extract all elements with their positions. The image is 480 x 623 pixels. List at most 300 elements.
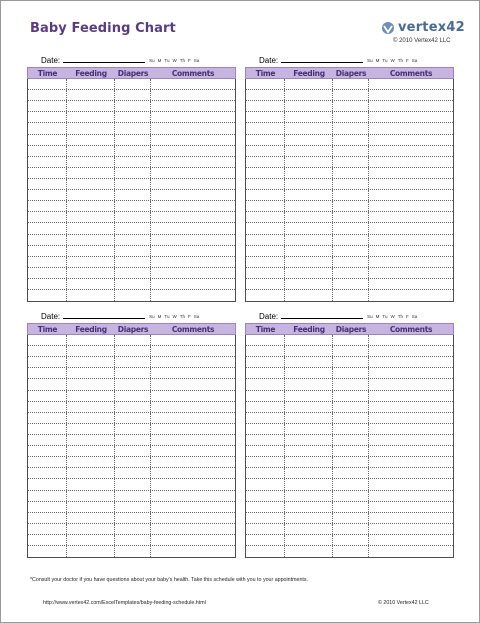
log-cell[interactable] xyxy=(28,146,67,156)
log-cell[interactable] xyxy=(333,468,369,478)
log-cell[interactable] xyxy=(246,268,285,278)
log-cell[interactable] xyxy=(151,135,235,145)
log-cell[interactable] xyxy=(285,179,333,189)
log-cell[interactable] xyxy=(246,368,285,378)
log-cell[interactable] xyxy=(67,379,115,389)
day-w[interactable]: W xyxy=(390,58,395,63)
log-cell[interactable] xyxy=(333,257,369,267)
log-cell[interactable] xyxy=(115,391,151,401)
log-cell[interactable] xyxy=(67,391,115,401)
log-cell[interactable] xyxy=(369,179,453,189)
log-cell[interactable] xyxy=(246,357,285,367)
log-cell[interactable] xyxy=(285,335,333,345)
log-cell[interactable] xyxy=(285,513,333,523)
log-cell[interactable] xyxy=(285,368,333,378)
log-cell[interactable] xyxy=(246,535,285,545)
log-cell[interactable] xyxy=(369,335,453,345)
day-f[interactable]: F xyxy=(188,58,191,63)
log-cell[interactable] xyxy=(67,357,115,367)
log-cell[interactable] xyxy=(115,290,151,301)
log-cell[interactable] xyxy=(67,179,115,189)
log-cell[interactable] xyxy=(333,212,369,222)
log-cell[interactable] xyxy=(369,546,453,557)
log-cell[interactable] xyxy=(151,268,235,278)
log-cell[interactable] xyxy=(333,513,369,523)
log-cell[interactable] xyxy=(28,112,67,122)
log-cell[interactable] xyxy=(151,235,235,245)
log-cell[interactable] xyxy=(246,257,285,267)
log-cell[interactable] xyxy=(115,468,151,478)
log-cell[interactable] xyxy=(115,123,151,133)
log-cell[interactable] xyxy=(115,279,151,289)
day-th[interactable]: Th xyxy=(179,58,185,63)
log-cell[interactable] xyxy=(285,123,333,133)
log-cell[interactable] xyxy=(151,357,235,367)
day-f[interactable]: F xyxy=(406,58,409,63)
log-cell[interactable] xyxy=(67,135,115,145)
log-cell[interactable] xyxy=(151,168,235,178)
log-cell[interactable] xyxy=(151,535,235,545)
log-cell[interactable] xyxy=(67,368,115,378)
log-cell[interactable] xyxy=(246,90,285,100)
log-cell[interactable] xyxy=(151,491,235,501)
log-cell[interactable] xyxy=(333,413,369,423)
log-cell[interactable] xyxy=(28,402,67,412)
log-cell[interactable] xyxy=(28,357,67,367)
day-w[interactable]: W xyxy=(172,314,177,319)
log-cell[interactable] xyxy=(285,491,333,501)
day-m[interactable]: M xyxy=(157,314,162,319)
log-cell[interactable] xyxy=(333,346,369,356)
log-cell[interactable] xyxy=(67,290,115,301)
log-cell[interactable] xyxy=(67,79,115,89)
log-cell[interactable] xyxy=(369,402,453,412)
log-cell[interactable] xyxy=(246,246,285,256)
log-cell[interactable] xyxy=(28,101,67,111)
log-cell[interactable] xyxy=(67,279,115,289)
log-cell[interactable] xyxy=(151,157,235,167)
log-cell[interactable] xyxy=(333,402,369,412)
log-cell[interactable] xyxy=(28,135,67,145)
log-cell[interactable] xyxy=(115,535,151,545)
log-cell[interactable] xyxy=(67,446,115,456)
log-cell[interactable] xyxy=(67,413,115,423)
log-cell[interactable] xyxy=(246,79,285,89)
log-cell[interactable] xyxy=(246,435,285,445)
log-cell[interactable] xyxy=(115,491,151,501)
log-cell[interactable] xyxy=(285,424,333,434)
log-cell[interactable] xyxy=(115,479,151,489)
log-cell[interactable] xyxy=(28,491,67,501)
log-cell[interactable] xyxy=(285,190,333,200)
log-cell[interactable] xyxy=(369,223,453,233)
log-cell[interactable] xyxy=(369,190,453,200)
log-cell[interactable] xyxy=(333,290,369,301)
log-cell[interactable] xyxy=(28,479,67,489)
log-cell[interactable] xyxy=(151,146,235,156)
log-cell[interactable] xyxy=(28,223,67,233)
log-cell[interactable] xyxy=(67,335,115,345)
log-cell[interactable] xyxy=(115,235,151,245)
log-cell[interactable] xyxy=(246,190,285,200)
log-cell[interactable] xyxy=(369,101,453,111)
log-cell[interactable] xyxy=(67,190,115,200)
log-cell[interactable] xyxy=(369,235,453,245)
log-cell[interactable] xyxy=(28,212,67,222)
log-cell[interactable] xyxy=(333,424,369,434)
log-cell[interactable] xyxy=(333,479,369,489)
log-cell[interactable] xyxy=(151,468,235,478)
log-cell[interactable] xyxy=(285,535,333,545)
log-cell[interactable] xyxy=(246,479,285,489)
log-cell[interactable] xyxy=(333,435,369,445)
log-cell[interactable] xyxy=(67,212,115,222)
log-cell[interactable] xyxy=(285,146,333,156)
log-cell[interactable] xyxy=(246,402,285,412)
date-field[interactable] xyxy=(63,308,145,319)
log-cell[interactable] xyxy=(115,212,151,222)
log-cell[interactable] xyxy=(333,168,369,178)
log-cell[interactable] xyxy=(67,524,115,534)
log-cell[interactable] xyxy=(67,346,115,356)
log-cell[interactable] xyxy=(369,201,453,211)
log-cell[interactable] xyxy=(67,502,115,512)
log-cell[interactable] xyxy=(285,346,333,356)
log-cell[interactable] xyxy=(151,246,235,256)
log-cell[interactable] xyxy=(246,235,285,245)
log-cell[interactable] xyxy=(246,179,285,189)
log-cell[interactable] xyxy=(67,257,115,267)
log-cell[interactable] xyxy=(28,335,67,345)
log-cell[interactable] xyxy=(333,535,369,545)
day-sa[interactable]: Sa xyxy=(411,314,418,319)
log-cell[interactable] xyxy=(28,435,67,445)
log-cell[interactable] xyxy=(246,346,285,356)
log-cell[interactable] xyxy=(333,268,369,278)
log-cell[interactable] xyxy=(285,435,333,445)
log-cell[interactable] xyxy=(151,346,235,356)
day-tu[interactable]: Tu xyxy=(164,314,170,319)
log-cell[interactable] xyxy=(333,146,369,156)
log-cell[interactable] xyxy=(151,223,235,233)
log-cell[interactable] xyxy=(285,290,333,301)
log-cell[interactable] xyxy=(28,457,67,467)
log-cell[interactable] xyxy=(151,190,235,200)
log-cell[interactable] xyxy=(28,424,67,434)
log-cell[interactable] xyxy=(115,413,151,423)
log-cell[interactable] xyxy=(115,524,151,534)
log-cell[interactable] xyxy=(285,112,333,122)
log-cell[interactable] xyxy=(246,379,285,389)
log-cell[interactable] xyxy=(151,212,235,222)
log-cell[interactable] xyxy=(333,357,369,367)
log-cell[interactable] xyxy=(115,101,151,111)
log-cell[interactable] xyxy=(246,212,285,222)
log-cell[interactable] xyxy=(369,79,453,89)
log-cell[interactable] xyxy=(285,524,333,534)
log-cell[interactable] xyxy=(28,379,67,389)
log-cell[interactable] xyxy=(28,268,67,278)
day-tu[interactable]: Tu xyxy=(382,58,388,63)
log-cell[interactable] xyxy=(67,457,115,467)
log-cell[interactable] xyxy=(369,112,453,122)
log-cell[interactable] xyxy=(369,157,453,167)
day-th[interactable]: Th xyxy=(179,314,185,319)
log-cell[interactable] xyxy=(115,179,151,189)
log-cell[interactable] xyxy=(369,491,453,501)
log-cell[interactable] xyxy=(246,101,285,111)
log-cell[interactable] xyxy=(246,146,285,156)
log-cell[interactable] xyxy=(115,435,151,445)
log-cell[interactable] xyxy=(28,413,67,423)
log-cell[interactable] xyxy=(369,391,453,401)
log-cell[interactable] xyxy=(369,457,453,467)
log-cell[interactable] xyxy=(28,257,67,267)
log-cell[interactable] xyxy=(246,168,285,178)
log-cell[interactable] xyxy=(28,79,67,89)
log-cell[interactable] xyxy=(115,112,151,122)
log-cell[interactable] xyxy=(369,535,453,545)
log-cell[interactable] xyxy=(333,123,369,133)
log-cell[interactable] xyxy=(67,468,115,478)
day-sa[interactable]: Sa xyxy=(193,58,200,63)
log-cell[interactable] xyxy=(151,112,235,122)
date-field[interactable] xyxy=(281,308,363,319)
log-cell[interactable] xyxy=(246,546,285,557)
log-cell[interactable] xyxy=(285,391,333,401)
log-cell[interactable] xyxy=(333,235,369,245)
log-cell[interactable] xyxy=(369,257,453,267)
log-cell[interactable] xyxy=(333,201,369,211)
log-cell[interactable] xyxy=(369,413,453,423)
log-cell[interactable] xyxy=(115,268,151,278)
log-cell[interactable] xyxy=(369,524,453,534)
day-w[interactable]: W xyxy=(390,314,395,319)
log-cell[interactable] xyxy=(369,168,453,178)
log-cell[interactable] xyxy=(369,135,453,145)
log-cell[interactable] xyxy=(285,268,333,278)
log-cell[interactable] xyxy=(333,90,369,100)
log-cell[interactable] xyxy=(246,112,285,122)
log-cell[interactable] xyxy=(369,357,453,367)
log-cell[interactable] xyxy=(369,279,453,289)
log-cell[interactable] xyxy=(285,101,333,111)
log-cell[interactable] xyxy=(151,424,235,434)
log-cell[interactable] xyxy=(285,79,333,89)
log-cell[interactable] xyxy=(151,379,235,389)
log-cell[interactable] xyxy=(67,546,115,557)
log-cell[interactable] xyxy=(28,290,67,301)
log-cell[interactable] xyxy=(246,391,285,401)
log-cell[interactable] xyxy=(285,502,333,512)
log-cell[interactable] xyxy=(246,157,285,167)
log-cell[interactable] xyxy=(285,168,333,178)
log-cell[interactable] xyxy=(67,201,115,211)
log-cell[interactable] xyxy=(28,168,67,178)
log-cell[interactable] xyxy=(333,112,369,122)
log-cell[interactable] xyxy=(369,502,453,512)
day-tu[interactable]: Tu xyxy=(382,314,388,319)
log-cell[interactable] xyxy=(28,391,67,401)
log-cell[interactable] xyxy=(333,101,369,111)
log-cell[interactable] xyxy=(67,90,115,100)
log-cell[interactable] xyxy=(246,123,285,133)
day-sa[interactable]: Sa xyxy=(411,58,418,63)
log-cell[interactable] xyxy=(28,346,67,356)
log-cell[interactable] xyxy=(151,179,235,189)
log-cell[interactable] xyxy=(246,491,285,501)
log-cell[interactable] xyxy=(67,535,115,545)
log-cell[interactable] xyxy=(151,513,235,523)
log-cell[interactable] xyxy=(285,223,333,233)
log-cell[interactable] xyxy=(151,402,235,412)
log-cell[interactable] xyxy=(67,435,115,445)
log-cell[interactable] xyxy=(246,524,285,534)
log-cell[interactable] xyxy=(333,379,369,389)
log-cell[interactable] xyxy=(285,212,333,222)
log-cell[interactable] xyxy=(28,179,67,189)
log-cell[interactable] xyxy=(333,491,369,501)
log-cell[interactable] xyxy=(285,546,333,557)
log-cell[interactable] xyxy=(333,246,369,256)
log-cell[interactable] xyxy=(28,279,67,289)
log-cell[interactable] xyxy=(285,468,333,478)
log-cell[interactable] xyxy=(285,90,333,100)
day-su[interactable]: Su xyxy=(367,58,373,63)
day-tu[interactable]: Tu xyxy=(164,58,170,63)
log-cell[interactable] xyxy=(115,79,151,89)
log-cell[interactable] xyxy=(285,479,333,489)
log-cell[interactable] xyxy=(151,368,235,378)
log-cell[interactable] xyxy=(115,201,151,211)
log-cell[interactable] xyxy=(151,101,235,111)
log-cell[interactable] xyxy=(333,157,369,167)
day-m[interactable]: M xyxy=(157,58,162,63)
log-cell[interactable] xyxy=(285,157,333,167)
log-cell[interactable] xyxy=(369,246,453,256)
day-su[interactable]: Su xyxy=(149,58,155,63)
log-cell[interactable] xyxy=(369,479,453,489)
day-su[interactable]: Su xyxy=(149,314,155,319)
log-cell[interactable] xyxy=(28,513,67,523)
log-cell[interactable] xyxy=(67,424,115,434)
log-cell[interactable] xyxy=(28,201,67,211)
day-th[interactable]: Th xyxy=(397,314,403,319)
log-cell[interactable] xyxy=(151,524,235,534)
log-cell[interactable] xyxy=(67,123,115,133)
log-cell[interactable] xyxy=(246,446,285,456)
log-cell[interactable] xyxy=(333,524,369,534)
log-cell[interactable] xyxy=(28,157,67,167)
log-cell[interactable] xyxy=(115,368,151,378)
log-cell[interactable] xyxy=(67,168,115,178)
log-cell[interactable] xyxy=(67,402,115,412)
log-cell[interactable] xyxy=(28,524,67,534)
log-cell[interactable] xyxy=(28,446,67,456)
log-cell[interactable] xyxy=(115,457,151,467)
log-cell[interactable] xyxy=(115,513,151,523)
log-cell[interactable] xyxy=(333,179,369,189)
log-cell[interactable] xyxy=(67,479,115,489)
log-cell[interactable] xyxy=(67,268,115,278)
footer-url-link[interactable]: http://www.vertex42.com/ExcelTemplates/baby-feeding-schedule.html xyxy=(43,600,206,606)
log-cell[interactable] xyxy=(369,435,453,445)
log-cell[interactable] xyxy=(246,413,285,423)
log-cell[interactable] xyxy=(28,468,67,478)
log-cell[interactable] xyxy=(246,290,285,301)
log-cell[interactable] xyxy=(246,201,285,211)
log-cell[interactable] xyxy=(246,279,285,289)
log-cell[interactable] xyxy=(115,335,151,345)
log-cell[interactable] xyxy=(115,190,151,200)
log-cell[interactable] xyxy=(285,357,333,367)
log-cell[interactable] xyxy=(333,546,369,557)
log-cell[interactable] xyxy=(115,223,151,233)
log-cell[interactable] xyxy=(285,235,333,245)
log-cell[interactable] xyxy=(246,335,285,345)
log-cell[interactable] xyxy=(115,135,151,145)
log-cell[interactable] xyxy=(285,257,333,267)
log-cell[interactable] xyxy=(369,212,453,222)
log-cell[interactable] xyxy=(28,368,67,378)
log-cell[interactable] xyxy=(333,368,369,378)
log-cell[interactable] xyxy=(246,513,285,523)
log-cell[interactable] xyxy=(28,246,67,256)
log-cell[interactable] xyxy=(246,424,285,434)
day-f[interactable]: F xyxy=(188,314,191,319)
log-cell[interactable] xyxy=(151,123,235,133)
log-cell[interactable] xyxy=(67,246,115,256)
log-cell[interactable] xyxy=(28,546,67,557)
log-cell[interactable] xyxy=(115,346,151,356)
log-cell[interactable] xyxy=(285,279,333,289)
log-cell[interactable] xyxy=(369,368,453,378)
log-cell[interactable] xyxy=(115,90,151,100)
log-cell[interactable] xyxy=(333,223,369,233)
log-cell[interactable] xyxy=(28,535,67,545)
log-cell[interactable] xyxy=(333,190,369,200)
log-cell[interactable] xyxy=(151,435,235,445)
log-cell[interactable] xyxy=(285,446,333,456)
log-cell[interactable] xyxy=(151,391,235,401)
log-cell[interactable] xyxy=(67,157,115,167)
log-cell[interactable] xyxy=(369,146,453,156)
log-cell[interactable] xyxy=(115,546,151,557)
log-cell[interactable] xyxy=(333,457,369,467)
log-cell[interactable] xyxy=(151,90,235,100)
log-cell[interactable] xyxy=(115,257,151,267)
log-cell[interactable] xyxy=(115,246,151,256)
log-cell[interactable] xyxy=(151,335,235,345)
log-cell[interactable] xyxy=(151,290,235,301)
log-cell[interactable] xyxy=(67,112,115,122)
log-cell[interactable] xyxy=(151,79,235,89)
log-cell[interactable] xyxy=(369,513,453,523)
log-cell[interactable] xyxy=(115,446,151,456)
day-m[interactable]: M xyxy=(375,314,380,319)
log-cell[interactable] xyxy=(67,223,115,233)
log-cell[interactable] xyxy=(333,502,369,512)
log-cell[interactable] xyxy=(115,502,151,512)
log-cell[interactable] xyxy=(246,468,285,478)
log-cell[interactable] xyxy=(369,346,453,356)
log-cell[interactable] xyxy=(151,546,235,557)
log-cell[interactable] xyxy=(115,424,151,434)
log-cell[interactable] xyxy=(115,168,151,178)
date-field[interactable] xyxy=(63,52,145,63)
log-cell[interactable] xyxy=(369,268,453,278)
log-cell[interactable] xyxy=(285,201,333,211)
